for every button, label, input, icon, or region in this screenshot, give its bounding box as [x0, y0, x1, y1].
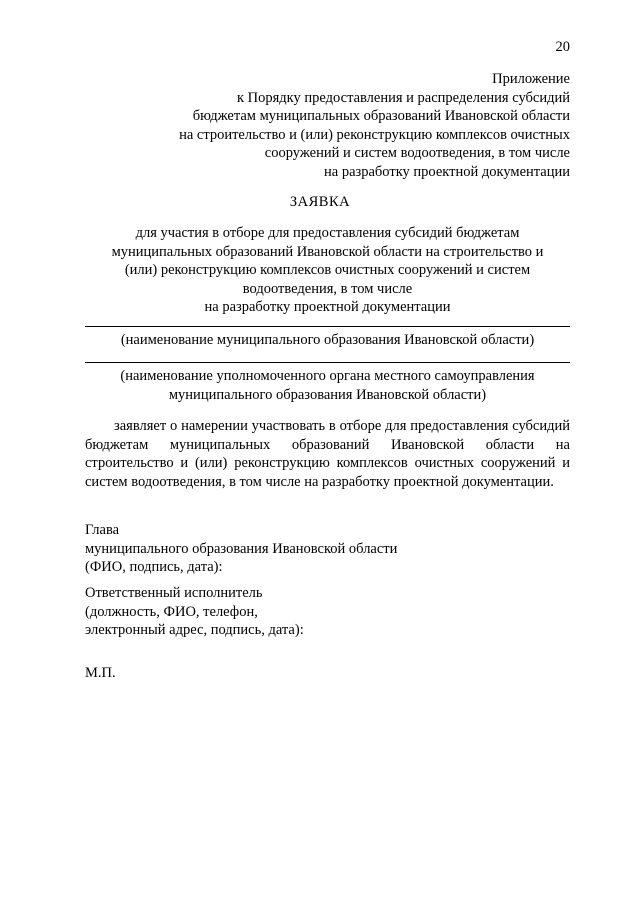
municipality-fill-line[interactable]: [85, 326, 570, 327]
executor-line: Ответственный исполнитель: [85, 585, 263, 601]
subtitle-line: на разработку проектной документации: [204, 299, 451, 315]
document-title: ЗАЯВКА: [289, 194, 351, 210]
appendix-line: на строительство и (или) реконструкцию комплексов очистных: [179, 126, 570, 143]
authority-caption-line: (наименование уполномоченного органа местного самоуправления: [120, 368, 535, 384]
subtitle-line: водоотведения, в том числе: [242, 280, 413, 297]
authority-caption-line: муниципального образования Ивановской области): [168, 386, 487, 403]
statement-paragraph: заявляет о намерении участвовать в отборе для предоставления субсидий бюджетам муниципальных образований Ивановской области на строительство и (или) реконструкцию комплексов очистных сооружений и систем водоотведения, в том числе на разработку проектной документации.: [85, 418, 570, 490]
head-line: муниципального образования Ивановской области: [85, 540, 398, 557]
appendix-heading: [100, 70, 570, 181]
appendix-line: сооружений и систем водоотведения, в том числе: [264, 145, 570, 161]
executor-signature-block: [85, 584, 570, 640]
head-line: (ФИО, подпись, дата):: [85, 559, 223, 575]
appendix-line: на разработку проектной документации: [324, 163, 570, 180]
authority-caption: [85, 367, 570, 404]
subtitle-line: (или) реконструкцию комплексов очистных сооружений и систем: [124, 262, 531, 278]
appendix-line: бюджетам муниципальных образований Ивановской области: [192, 108, 570, 124]
seal-mark: М.П.: [85, 665, 116, 681]
executor-line: электронный адрес, подпись, дата):: [85, 622, 304, 638]
head-line: Глава: [85, 522, 120, 538]
municipality-caption: (наименование муниципального образования Ивановской области): [120, 332, 535, 348]
appendix-line: Приложение: [492, 71, 570, 87]
appendix-line: к Порядку предоставления и распределения субсидий: [236, 89, 570, 106]
subtitle-line: для участия в отборе для предоставления субсидий бюджетам: [135, 225, 520, 241]
executor-line: (должность, ФИО, телефон,: [85, 603, 258, 620]
page-number: 20: [555, 39, 570, 55]
document-subtitle: [85, 224, 570, 317]
subtitle-line: муниципальных образований Ивановской области на строительство и: [111, 243, 544, 260]
authority-fill-line[interactable]: [85, 362, 570, 363]
head-signature-block: [85, 521, 570, 577]
